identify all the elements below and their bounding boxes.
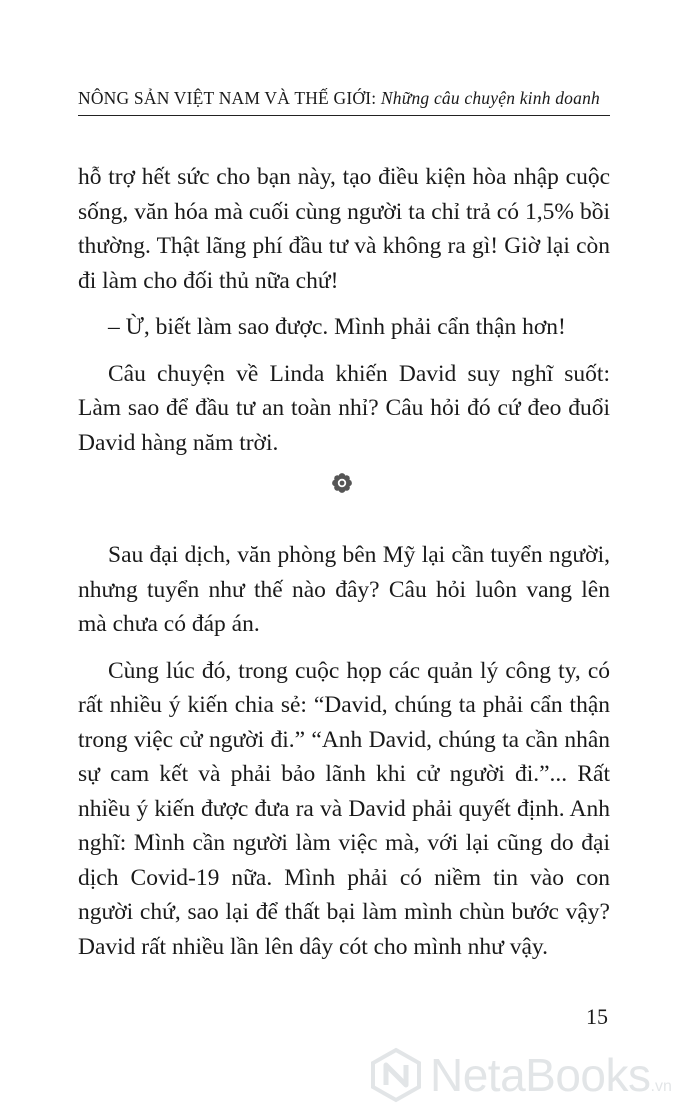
running-header <box>78 88 610 116</box>
paragraph: – Ừ, biết làm sao được. Mình phải cẩn thận hơn! <box>108 314 566 340</box>
paragraph: hỗ trợ hết sức cho bạn này, tạo điều kiện hòa nhập cuộc sống, văn hóa mà cuối cùng người ta chỉ trả có 1,5% bồi thường. Thật lãng phí đầu tư và không ra gì! Giờ lại còn đi làm cho đối thủ nữa chứ! <box>78 164 610 294</box>
section-1-text <box>78 160 610 472</box>
paragraph: Cùng lúc đó, trong cuộc họp các quản lý công ty, có rất nhiều ý kiến chia sẻ: “David, chúng ta phải cẩn thận trong việc cử người đi.” “Anh David, chúng ta cần nhân sự cam kết và phải bảo lãnh khi cử người đi.”... Rất nhiều ý kiến được đưa ra và David phải quyết định. Anh nghĩ: Mình cần người làm việc mà, với lại cũng do đại dịch Covid-19 nữa. Mình phải có niềm tin vào con người chứ, sao lại để thất bại làm mình chùn bước vậy? David rất nhiều lần lên dây cót cho mình như vậy. <box>78 657 610 960</box>
flower-ornament-icon <box>331 472 353 494</box>
watermark-text: NetaBooks <box>430 1049 651 1101</box>
page-number: 15 <box>586 1004 608 1029</box>
book-subtitle: Những câu chuyện kinh doanh <box>380 88 600 108</box>
netabooks-logo-icon <box>368 1047 424 1103</box>
watermark-suffix: .vn <box>650 1078 672 1095</box>
paragraph: Câu chuyện về Linda khiến David suy nghĩ suốt: Làm sao để đầu tư an toàn nhỉ? Câu hỏi đó cứ đeo đuổi David hàng năm trời. <box>78 360 610 456</box>
netabooks-watermark <box>368 1040 698 1110</box>
paragraph: Sau đại dịch, văn phòng bên Mỹ lại cần tuyển người, nhưng tuyển như thế nào đây? Câu hỏi luôn vang lên mà chưa có đáp án. <box>78 542 610 637</box>
book-title: NÔNG SẢN VIỆT NAM VÀ THẾ GIỚI: <box>78 88 377 108</box>
section-2-text <box>78 538 610 976</box>
